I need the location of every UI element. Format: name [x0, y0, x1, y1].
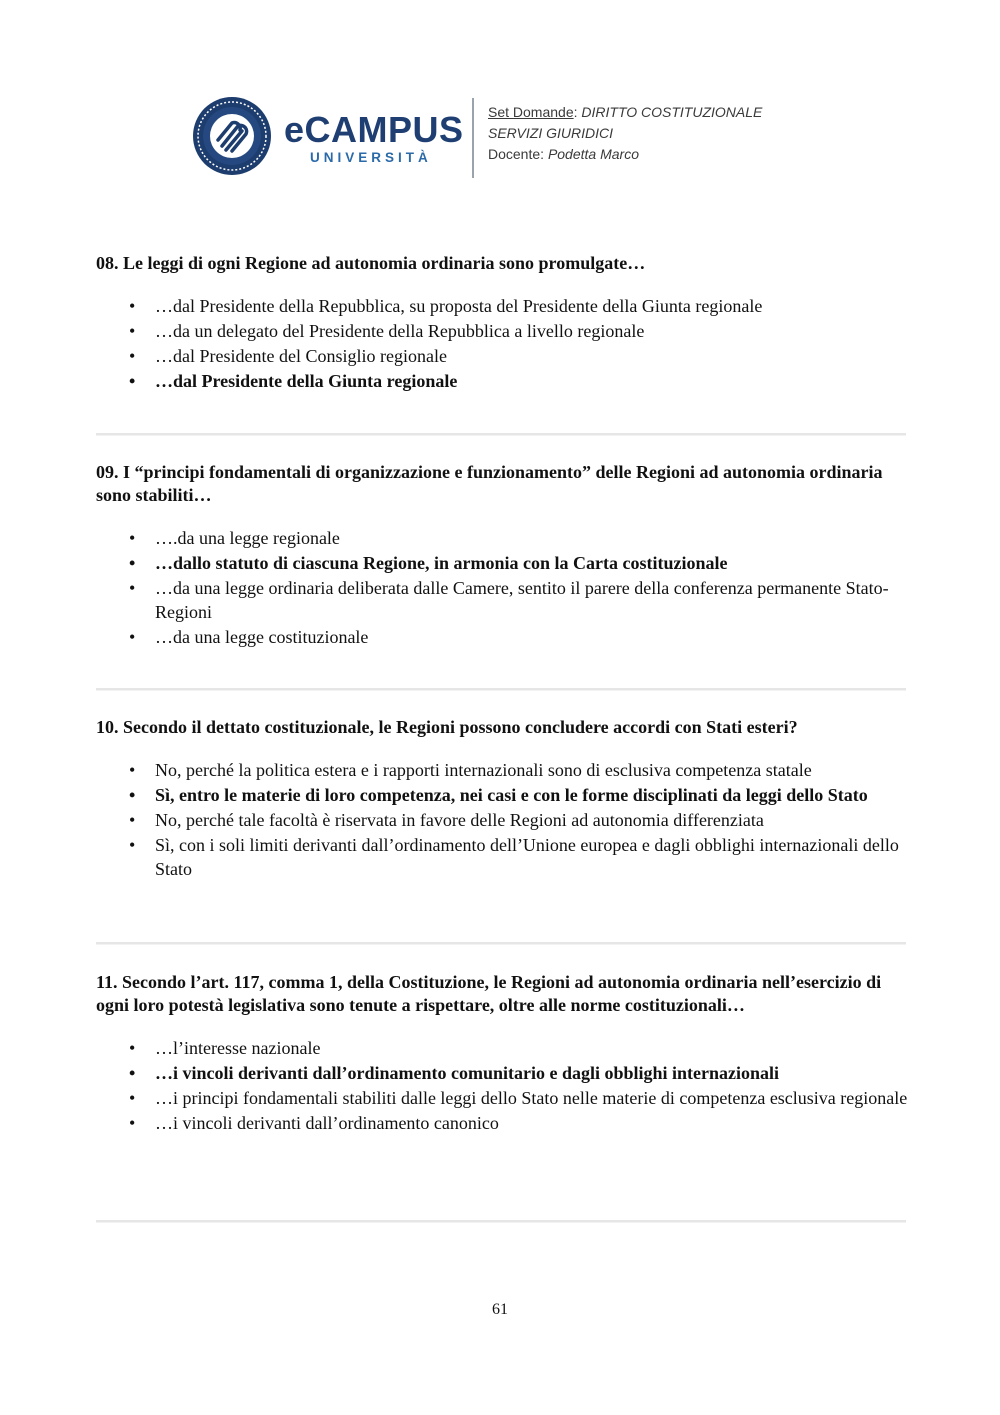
answer-item	[96, 626, 908, 650]
bullet-icon: •	[129, 553, 136, 573]
bullet-icon: •	[129, 810, 136, 830]
question-title: 08. Le leggi di ogni Regione ad autonomia ordinaria sono promulgate…	[96, 253, 646, 273]
brand-wordmark	[284, 109, 464, 165]
set-value: DIRITTO COSTITUZIONALE	[581, 104, 763, 120]
section-divider	[96, 688, 906, 691]
correct-answer-item	[96, 1062, 908, 1086]
answer-item	[96, 527, 908, 551]
bullet-icon: •	[129, 626, 136, 647]
answer-text: Sì, con i soli limiti derivanti dall’ordinamento dell’Unione europea e dagli obblighi internazionali dello Stato	[155, 835, 899, 879]
answer-text: No, perché la politica estera e i rapporti internazionali sono di esclusiva competenza statale	[155, 760, 812, 780]
bullet-icon: •	[129, 528, 136, 548]
answer-text: …i principi fondamentali stabiliti dalle leggi dello Stato nelle materie di competenza esclusiva regionale	[155, 1088, 908, 1108]
answer-item	[96, 320, 908, 344]
bullet-icon: •	[129, 296, 136, 316]
bullet-icon: •	[129, 835, 136, 855]
correct-answer-item	[96, 370, 908, 394]
correct-answer-item	[96, 784, 908, 808]
question-block	[96, 461, 908, 651]
answer-text: …da un delegato del Presidente della Repubblica a livello regionale	[155, 321, 645, 341]
answer-item	[96, 1037, 908, 1061]
brand-name: eCAMPUS	[284, 109, 464, 150]
teacher-value: Podetta Marco	[547, 146, 639, 162]
answer-list	[96, 295, 908, 394]
brand-subtitle: UNIVERSITÀ	[310, 150, 432, 165]
answer-list	[96, 759, 908, 881]
teacher-label: Docente	[488, 146, 541, 162]
section-divider	[96, 1220, 906, 1223]
answer-text: ….da una legge regionale	[155, 528, 340, 548]
question-block	[96, 716, 908, 883]
bullet-icon: •	[129, 1038, 136, 1058]
course-line2: SERVIZI GIURIDICI	[488, 125, 613, 141]
bullet-icon: •	[129, 760, 136, 780]
set-label: Set Domande	[488, 104, 574, 120]
section-divider	[96, 433, 906, 436]
bullet-icon: •	[129, 346, 136, 366]
question-block	[96, 252, 908, 395]
answer-item	[96, 295, 908, 319]
answer-text: …i vincoli derivanti dall’ordinamento comunitario e dagli obblighi internazionali	[155, 1063, 780, 1083]
answer-text: …dal Presidente della Repubblica, su proposta del Presidente della Giunta regionale	[155, 296, 763, 316]
bullet-icon: •	[129, 371, 136, 391]
bullet-icon: •	[129, 321, 136, 341]
bullet-icon: •	[129, 1063, 136, 1083]
bullet-icon: •	[129, 785, 136, 805]
course-info: Set Domande: DIRITTO COSTITUZIONALE SERVIZI GIURIDICI Docente: Podetta Marco	[488, 104, 763, 162]
bullet-icon: •	[129, 1088, 136, 1108]
answer-item	[96, 1112, 908, 1136]
page-number: 61	[492, 1301, 508, 1318]
question-title: 09. I “principi fondamentali di organizzazione e funzionamento” delle Regioni ad autonomia ordinaria sono stabiliti…	[96, 462, 883, 505]
answer-text: Sì, entro le materie di loro competenza, nei casi e con le forme disciplinati da leggi dello Stato	[155, 785, 868, 805]
question-title: 11. Secondo l’art. 117, comma 1, della Costituzione, le Regioni ad autonomia ordinaria nell’esercizio di ogni loro potestà legislativa sono tenute a rispettare, oltre alle norme costituzionali…	[96, 972, 882, 1015]
answer-text: …i vincoli derivanti dall’ordinamento canonico	[155, 1113, 499, 1133]
question-title: 10. Secondo il dettato costituzionale, le Regioni possono concludere accordi con Stati esteri?	[96, 717, 798, 737]
answer-text: …da una legge ordinaria deliberata dalle Camere, sentito il parere della conferenza permanente Stato-Regioni	[155, 578, 889, 622]
answer-text: No, perché tale facoltà è riservata in favore delle Regioni ad autonomia differenziata	[155, 810, 764, 830]
answer-list	[96, 1037, 908, 1136]
correct-answer-item	[96, 552, 908, 576]
page-header	[192, 96, 812, 180]
answer-item	[96, 577, 908, 624]
header-divider	[472, 98, 474, 178]
answer-item	[96, 759, 908, 783]
question-block	[96, 971, 908, 1137]
answer-text: …dallo statuto di ciascuna Regione, in armonia con la Carta costituzionale	[155, 553, 728, 573]
answer-text: …l’interesse nazionale	[155, 1038, 321, 1058]
answer-item	[96, 834, 908, 881]
section-divider	[96, 942, 906, 945]
answer-item	[96, 1087, 908, 1111]
answer-text: …da una legge costituzionale	[155, 626, 369, 647]
answer-text: …dal Presidente del Consiglio regionale	[155, 346, 447, 366]
answer-item	[96, 345, 908, 369]
ecampus-seal-logo	[192, 96, 272, 176]
bullet-icon: •	[129, 1113, 136, 1133]
answer-text: …dal Presidente della Giunta regionale	[155, 371, 458, 391]
bullet-icon: •	[129, 578, 136, 598]
answer-item	[96, 809, 908, 833]
answer-list	[96, 527, 908, 649]
